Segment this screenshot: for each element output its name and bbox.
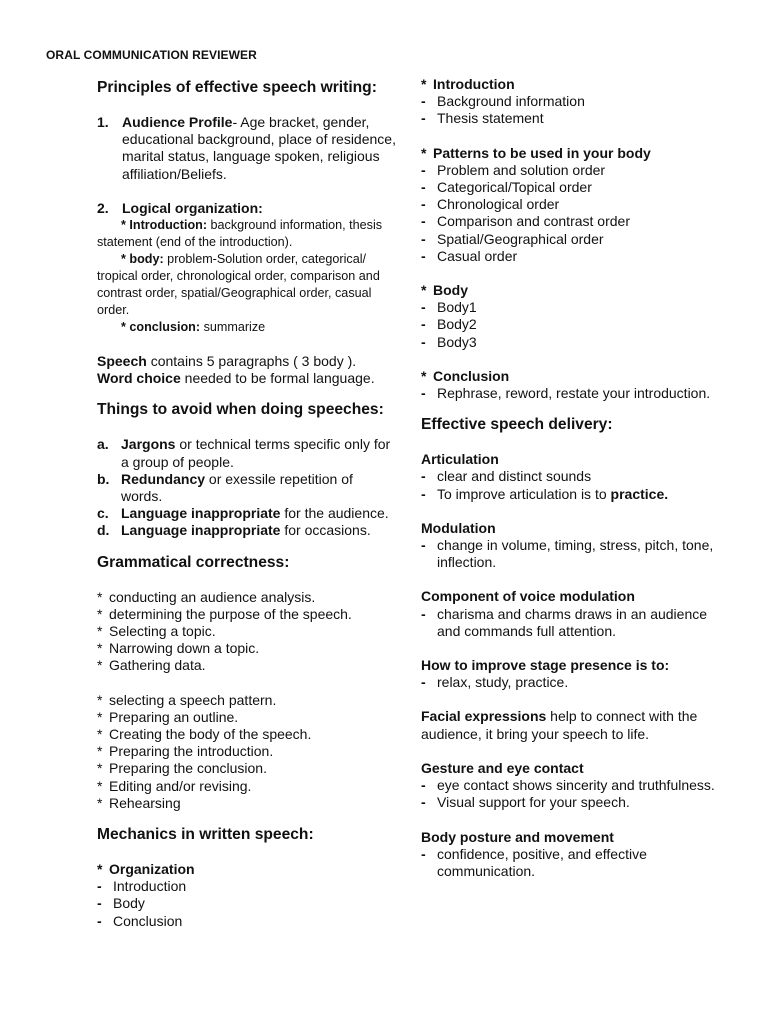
- avoid-text: or technical terms specific only for a group of people.: [121, 436, 391, 470]
- list-item-text: Body1: [437, 299, 477, 316]
- list-item-text: Chronological order: [437, 196, 560, 213]
- list-item: [421, 674, 731, 691]
- conclusion-definition: [97, 319, 397, 336]
- list-item: [97, 760, 397, 777]
- list-item-text: Editing and/or revising.: [109, 777, 252, 794]
- list-item: [421, 334, 731, 351]
- avoid-text: for the audience.: [280, 505, 389, 522]
- body-definition: [97, 251, 397, 319]
- list-item-text: Body: [113, 895, 145, 912]
- item-number: 2.: [97, 199, 109, 216]
- dash-marker: -: [421, 674, 426, 691]
- posture-subheading: Body posture and movement: [421, 828, 614, 845]
- item-number: 1.: [97, 114, 109, 130]
- dash-marker: -: [421, 333, 426, 350]
- facial-expressions-label: Facial expressions: [421, 708, 547, 725]
- list-marker: a.: [97, 436, 109, 453]
- word-choice-label: Word choice: [97, 370, 181, 387]
- list-item-text: eye contact shows sincerity and truthfulness.: [437, 777, 715, 794]
- list-item-text: Body2: [437, 316, 477, 333]
- list-item-text: Categorical/Topical order: [437, 179, 592, 196]
- dash-marker: -: [421, 468, 426, 485]
- star-marker: *: [421, 282, 427, 299]
- avoid-term: Redundancy: [121, 470, 206, 487]
- speech-text: contains 5 paragraphs ( 3 body ).: [146, 353, 357, 370]
- introduction-definition: [97, 217, 397, 251]
- list-item: [97, 436, 397, 470]
- list-item: [97, 657, 397, 674]
- list-item: [97, 692, 397, 709]
- list-item-text: Problem and solution order: [437, 161, 606, 178]
- list-item: [421, 316, 731, 333]
- body-subheading: [421, 282, 731, 299]
- star-marker: *: [97, 794, 103, 811]
- list-item: [97, 709, 397, 726]
- dash-marker: -: [421, 845, 426, 862]
- star-marker: *: [97, 760, 103, 777]
- list-item-text: clear and distinct sounds: [437, 468, 592, 485]
- avoid-text: or exessile repetition of words.: [121, 470, 353, 505]
- list-item: [421, 846, 731, 880]
- list-item: [421, 213, 731, 230]
- star-marker: *: [97, 743, 103, 760]
- star-marker: *: [97, 588, 103, 605]
- list-item: [97, 778, 397, 795]
- dash-marker: -: [421, 161, 426, 178]
- avoid-term: Language inappropriate: [121, 505, 281, 522]
- left-column: [97, 78, 397, 930]
- avoid-list: [97, 436, 397, 539]
- list-item: [421, 606, 731, 640]
- star-marker: *: [97, 777, 103, 794]
- star-marker: *: [97, 605, 103, 622]
- list-item-text: Conclusion: [113, 912, 183, 929]
- star-marker: *: [97, 708, 103, 725]
- dash-marker: -: [421, 230, 426, 247]
- facial-expressions-note: [421, 708, 731, 742]
- list-item: [421, 110, 731, 127]
- dash-marker: -: [421, 110, 426, 127]
- list-item: [97, 743, 397, 760]
- subheading-label: Patterns to be used in your body: [433, 144, 651, 161]
- list-item: [97, 471, 397, 505]
- subheading-label: Conclusion: [433, 367, 510, 384]
- speech-paragraph-note: [97, 353, 397, 370]
- word-choice-note: [97, 370, 397, 387]
- list-item: [421, 385, 731, 402]
- introduction-text: background information, thesis statement (end of the introduction).: [97, 218, 383, 250]
- dash-marker: -: [421, 196, 426, 213]
- star-marker: *: [97, 861, 103, 878]
- list-item: [97, 895, 397, 912]
- avoid-term: Jargons: [121, 436, 176, 453]
- list-item: [421, 468, 731, 485]
- list-item-text: Thesis statement: [437, 110, 544, 127]
- dash-marker: -: [97, 912, 102, 929]
- dash-marker: -: [421, 385, 426, 402]
- audience-profile-item: [97, 114, 397, 183]
- list-item-text: relax, study, practice.: [437, 674, 569, 691]
- list-item-text: Preparing the conclusion.: [109, 760, 267, 777]
- subheading-label: Body: [433, 282, 468, 299]
- list-item: [97, 913, 397, 930]
- list-item-text: confidence, positive, and effective communication.: [437, 845, 647, 879]
- gesture-subheading: Gesture and eye contact: [421, 759, 584, 776]
- dash-marker: -: [421, 179, 426, 196]
- conclusion-text: summarize: [200, 320, 266, 335]
- list-item: [97, 878, 397, 895]
- list-item: [421, 179, 731, 196]
- dash-marker: -: [421, 316, 426, 333]
- dash-marker: -: [421, 777, 426, 794]
- list-item: [97, 505, 397, 522]
- list-item-text: Spatial/Geographical order: [437, 230, 604, 247]
- list-item: [421, 299, 731, 316]
- list-item-text: Preparing the introduction.: [109, 743, 274, 760]
- dash-marker: -: [421, 247, 426, 264]
- list-item-text: Casual order: [437, 247, 518, 264]
- speech-label: Speech: [97, 353, 147, 370]
- list-item-text: To improve articulation is to: [437, 485, 611, 502]
- list-item: [97, 522, 397, 539]
- list-item-text: conducting an audience analysis.: [109, 588, 316, 605]
- star-marker: *: [97, 657, 103, 674]
- word-choice-text: needed to be formal language.: [180, 370, 375, 387]
- body-label: * body:: [121, 252, 164, 267]
- right-column: [421, 76, 731, 880]
- list-item: [421, 93, 731, 110]
- avoid-heading: Things to avoid when doing speeches:: [97, 401, 384, 419]
- conclusion-subheading: [421, 368, 731, 385]
- voice-modulation-subheading: Component of voice modulation: [421, 588, 635, 605]
- list-item-text: Visual support for your speech.: [437, 794, 630, 811]
- dash-marker: -: [421, 537, 426, 554]
- list-item-text: Rehearsing: [109, 794, 181, 811]
- star-marker: *: [421, 367, 427, 384]
- organization-subheading: [97, 861, 397, 878]
- list-item: [421, 162, 731, 179]
- list-item-text: Background information: [437, 93, 585, 110]
- dash-marker: -: [421, 213, 426, 230]
- organization-label: Organization: [109, 861, 195, 878]
- dash-marker: -: [97, 878, 102, 895]
- avoid-text: for occasions.: [280, 522, 371, 539]
- body-text: problem-Solution order, categorical/ tropical order, chronological order, comparison and contrast order, spatial/Geographical order, casual order.: [97, 252, 380, 318]
- star-marker: *: [97, 691, 103, 708]
- avoid-term: Language inappropriate: [121, 522, 281, 539]
- introduction-label: * Introduction:: [121, 218, 208, 233]
- audience-profile-text: - Age bracket, gender, educational background, place of residence, marital status, language spoken, religious affiliation/Beliefs.: [122, 114, 396, 182]
- mechanics-heading: Mechanics in written speech:: [97, 826, 314, 844]
- list-item: [421, 196, 731, 213]
- logical-organization-title: Logical organization:: [122, 199, 263, 216]
- list-marker: b.: [97, 470, 110, 487]
- grammar-list-1: [97, 589, 397, 675]
- star-marker: *: [421, 76, 427, 92]
- grammar-list-2: [97, 692, 397, 812]
- dash-marker: -: [421, 93, 426, 110]
- list-item: [421, 231, 731, 248]
- list-item-text: Narrowing down a topic.: [109, 640, 260, 657]
- audience-profile-label: Audience Profile: [122, 114, 233, 130]
- star-marker: *: [97, 640, 103, 657]
- page-header-title: ORAL COMMUNICATION REVIEWER: [46, 48, 257, 62]
- practice-emphasis: practice.: [610, 485, 669, 502]
- list-item-text: Selecting a topic.: [109, 623, 216, 640]
- list-item-text: Introduction: [113, 878, 187, 895]
- conclusion-label: * conclusion:: [121, 320, 201, 335]
- list-item-text: change in volume, timing, stress, pitch, tone, inflection.: [437, 537, 714, 571]
- list-item: [421, 486, 731, 503]
- list-item-text: determining the purpose of the speech.: [109, 605, 352, 622]
- list-item: [97, 795, 397, 812]
- dash-marker: -: [97, 895, 102, 912]
- dash-marker: -: [421, 605, 426, 622]
- facial-expressions-text: help to connect with the audience, it bring your speech to life.: [421, 708, 698, 742]
- list-item: [97, 726, 397, 743]
- list-marker: c.: [97, 505, 109, 522]
- list-item-text: Rephrase, reword, restate your introduction.: [437, 385, 711, 402]
- logical-organization-item: [97, 200, 397, 217]
- principles-heading: Principles of effective speech writing:: [97, 79, 377, 96]
- list-item: [421, 794, 731, 811]
- list-item-text: Body3: [437, 333, 477, 350]
- stage-presence-subheading: How to improve stage presence is to:: [421, 657, 670, 674]
- list-item-text: Comparison and contrast order: [437, 213, 630, 230]
- subheading-label: Introduction: [433, 76, 515, 92]
- list-item: [421, 248, 731, 265]
- star-marker: *: [421, 144, 427, 161]
- star-marker: *: [97, 726, 103, 743]
- list-item-text: Preparing an outline.: [109, 708, 239, 725]
- list-marker: d.: [97, 522, 110, 539]
- introduction-subheading: [421, 76, 731, 93]
- modulation-subheading: Modulation: [421, 519, 496, 536]
- list-item: [97, 623, 397, 640]
- dash-marker: -: [421, 299, 426, 316]
- delivery-heading: Effective speech delivery:: [421, 416, 613, 434]
- star-marker: *: [97, 623, 103, 640]
- patterns-subheading: [421, 145, 731, 162]
- dash-marker: -: [421, 485, 426, 502]
- list-item: [97, 589, 397, 606]
- list-item-text: selecting a speech pattern.: [109, 691, 277, 708]
- articulation-subheading: Articulation: [421, 451, 499, 468]
- dash-marker: -: [421, 794, 426, 811]
- list-item: [97, 606, 397, 623]
- list-item: [421, 777, 731, 794]
- list-item-text: Gathering data.: [109, 657, 206, 674]
- grammar-heading: Grammatical correctness:: [97, 553, 290, 571]
- list-item: [97, 640, 397, 657]
- list-item-text: charisma and charms draws in an audience and commands full attention.: [437, 605, 708, 639]
- list-item: [421, 537, 731, 571]
- list-item-text: Creating the body of the speech.: [109, 726, 312, 743]
